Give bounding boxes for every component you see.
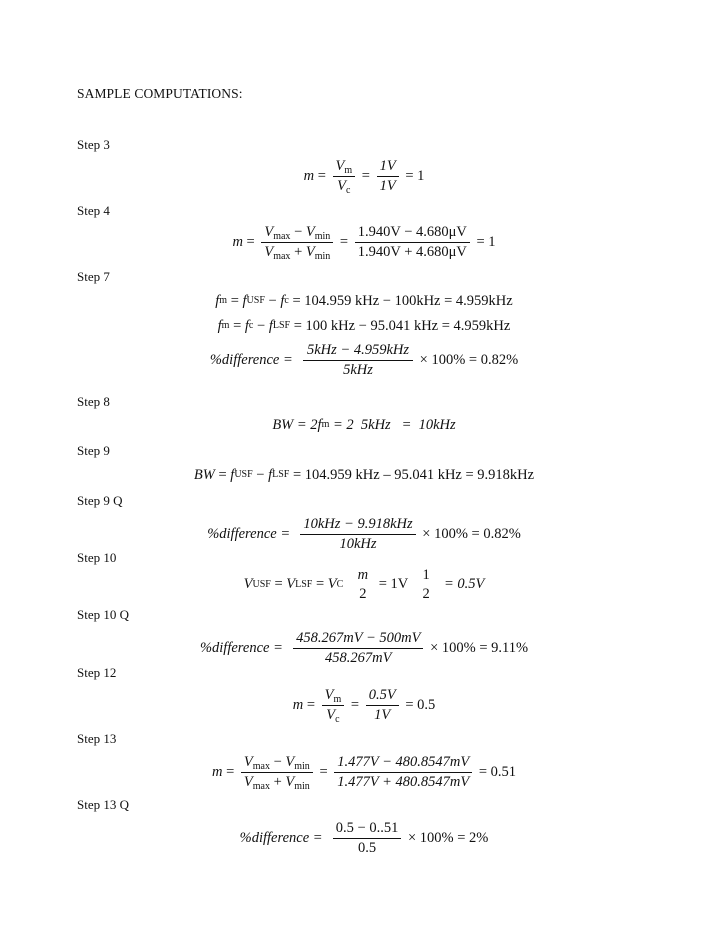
step-10q-label: Step 10 Q: [77, 607, 129, 622]
step-13-equation: m = $\frac{V_{max} - V_{min}}{V_{max} + V_{min}}$ = $\frac{1.477V - 480.8547mV}{1.477V + 480.8547mV}$ = 0.51: [211, 754, 517, 792]
step-7-equation-a: f m = f USF − f c = 104.959 kHz − 100kHz = 4.959kHz: [215, 293, 513, 309]
step-13q-label: Step 13 Q: [77, 797, 129, 812]
step-8-equation: BW = 2f m = 2 5kHz = 10kHz: [272, 417, 456, 433]
step-7-equation-c: %difference = $\frac{\text{5kHz − 4.959kHz}}{\text{5kHz}}$ × 100% = 0.82%: [209, 342, 519, 378]
step-9-equation: BW = f USF − f LSF = 104.959 kHz – 95.041 kHz = 9.918kHz: [193, 467, 535, 483]
step-4-label: Step 4: [77, 203, 110, 218]
step-13-label: Step 13: [77, 731, 117, 746]
page-heading: SAMPLE COMPUTATIONS:: [77, 86, 243, 101]
step-10-label: Step 10: [77, 550, 117, 565]
step-3-equation: m = $\frac{V_m}{V_c}$ = $\frac{1V}{1V}$ = 1: [303, 158, 425, 196]
step-7-equation-b: f m = f c − f LSF = 100 kHz − 95.041 kHz = 4.959kHz: [217, 318, 511, 334]
step-9-label: Step 9: [77, 443, 110, 458]
step-3-label: Step 3: [77, 137, 110, 152]
step-9q-label: Step 9 Q: [77, 493, 123, 508]
step-13q-equation: %difference = $\frac{0.5 - 0..51}{0.5}$ × 100% = 2%: [239, 820, 489, 856]
step-10-equation: V USF = V LSF = V C m 2 = 1V 1 2 = 0.5V: [243, 567, 485, 602]
step-10q-equation: %difference = $\frac{458.267mV - 500mV}{458.267mV}$ × 100% = 9.11%: [199, 630, 529, 666]
step-9q-equation: %difference = $\frac{\text{10kHz − 9.918kHz}}{\text{10kHz}}$ × 100% = 0.82%: [207, 516, 521, 552]
step-7-label: Step 7: [77, 269, 110, 284]
step-12-label: Step 12: [77, 665, 117, 680]
step-12-equation: m = $\frac{V_m}{V_c}$ = $\frac{0.5V}{1V}$ = 0.5: [292, 687, 436, 725]
step-4-equation: m = $\frac{V_{max} - V_{min}}{V_{max} + V_{min}}$ = $\frac{1.940V - 4.680\mu V}{1.940V + 4.680\mu V}$ = 1: [232, 224, 496, 262]
step-8-label: Step 8: [77, 394, 110, 409]
